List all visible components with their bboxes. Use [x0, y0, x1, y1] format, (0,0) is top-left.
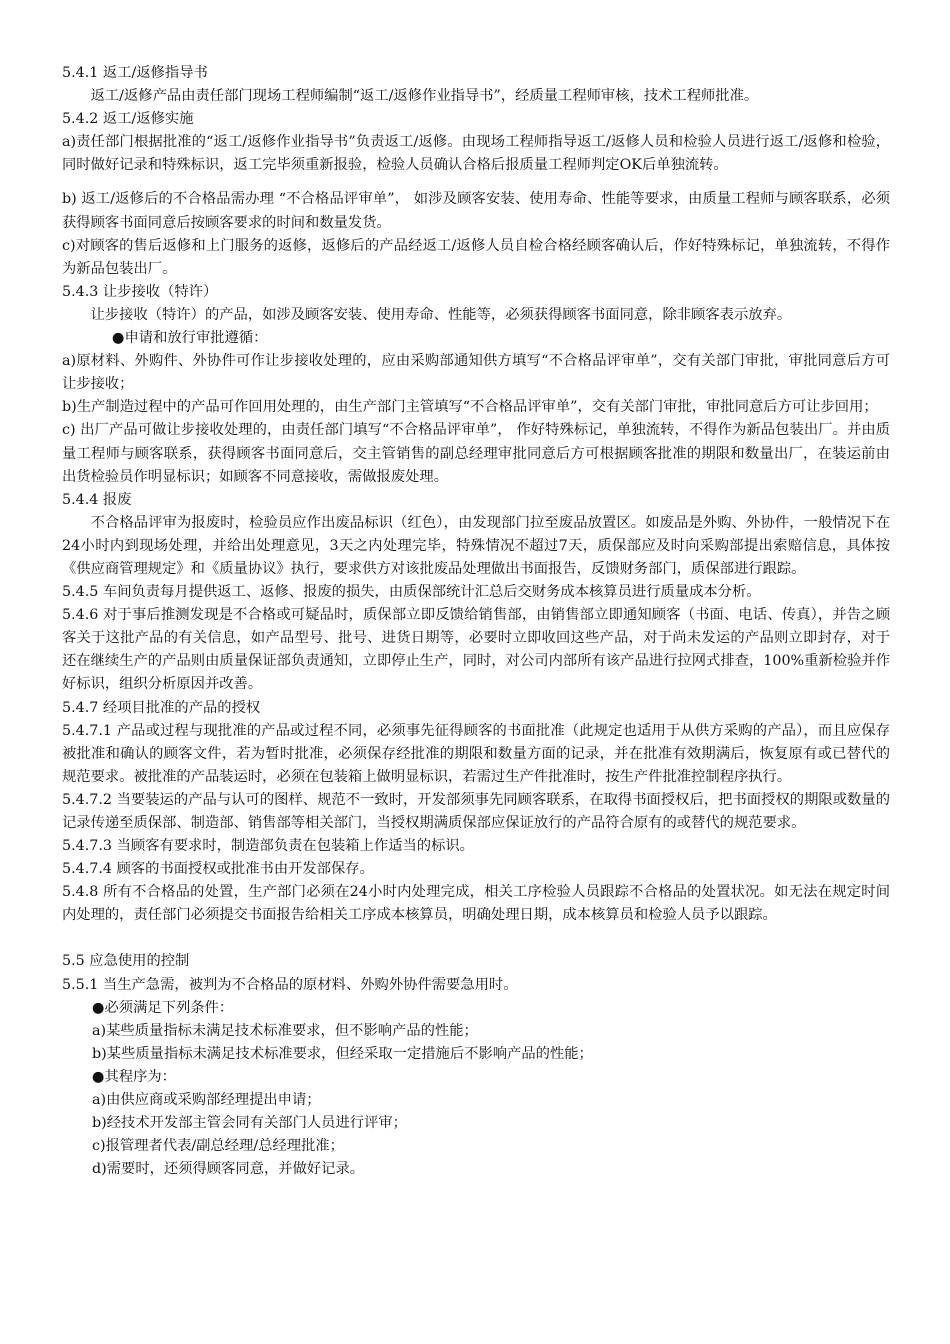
list-item-b: b)经技术开发部主管会同有关部门人员进行评审； — [92, 1115, 407, 1132]
section-heading-5-5: 5.5 应急使用的控制 — [62, 953, 190, 970]
section-paragraph-5-4-7-2: 5.4.7.2 当要装运的产品与认可的图样、规范不一致时，开发部须事先同顾客联系，在取得书面授权后，把书面授权的期限或数量的记录传递至质保部、制造部、销售部等相关部门，当授权期满质保部应保证放行的产品符合原有的或替代的规范要求。 — [62, 791, 890, 831]
list-item-a: a)责任部门根据批准的“返工/返修作业指导书”负责返工/返修。由现场工程师指导返工/返修人员和检验人员进行返工/返修和检验，同时做好记录和特殊标识，返工完毕须重新报验，检验人员确认合格后报质量工程师判定OK后单独流转。 — [62, 134, 890, 174]
paragraph: 让步接收（特许）的产品，如涉及顾客安装、使用寿命、性能等，必须获得顾客书面同意，除非顾客表示放弃。 — [90, 306, 792, 323]
paragraph: 返工/返修产品由责任部门现场工程师编制“返工/返修作业指导书”，经质量工程师审核，技术工程师批准。 — [90, 88, 759, 105]
list-item-c: c)对顾客的售后返修和上门服务的返修，返修后的产品经返工/返修人员自检合格经顾客确认后，作好特殊标记，单独流转，不得作为新品包装出厂。 — [62, 237, 890, 277]
list-item-c: c) 出厂产品可做让步接收处理的，由责任部门填写“不合格品评审单”， 作好特殊标记，单独流转，不得作为新品包装出厂。并由质量工程师与顾客联系，获得顾客书面同意后，交主管销售的副总经理审批同意后方可根据顾客批准的期限和数量出厂，在装运前由出货检验员作明显标识；如顾客不同意接收，需做报废处理。 — [62, 422, 890, 485]
section-heading-5-4-1: 5.4.1 返工/返修指导书 — [62, 65, 208, 81]
bullet-heading: ●必须满足下列条件： — [92, 999, 234, 1016]
list-item-c: c)报管理者代表/副总经理/总经理批准； — [92, 1138, 344, 1155]
section-paragraph-5-4-8: 5.4.8 所有不合格品的处置，生产部门必须在24小时内处理完成，相关工序检验人员跟踪不合格品的处置状况。如无法在规定时间内处理的，责任部门必须提交书面报告给相关工序成本核算员，明确处理日期，成本核算员和检验人员予以跟踪。 — [62, 884, 890, 924]
section-paragraph-5-4-7-1: 5.4.7.1 产品或过程与现批准的产品或过程不同，必须事先征得顾客的书面批准（此规定也适用于从供方采购的产品），而且应保存被批准和确认的顾客文件，若为暂时批准，必须保存经批准的期限和数量方面的记录，并在批准有效期满后，恢复原有或已替代的规范要求。被批准的产品装运时，必须在包装箱上做明显标识，若需过生产件批准时，按生产件批准控制程序执行。 — [62, 722, 890, 785]
section-heading-5-4-4: 5.4.4 报废 — [62, 491, 132, 508]
bullet-heading: ●申请和放行审批遵循： — [112, 330, 268, 347]
section-heading-5-4-7: 5.4.7 经项目批准的产品的授权 — [62, 699, 261, 716]
bullet-heading: ●其程序为： — [92, 1068, 176, 1085]
section-paragraph-5-4-7-4: 5.4.7.4 顾客的书面授权或批准书由开发部保存。 — [62, 861, 374, 878]
paragraph: 不合格品评审为报废时，检验员应作出废品标识（红色），由发现部门拉至废品放置区。如废品是外购、外协件，一般情况下在24小时内到现场处理，并给出处理意见，3天之内处理完毕，特殊情况不超过7天，质保部应及时向采购部提出索赔信息，具体按《供应商管理规定》和《质量协议》执行，要求供方对该批废品处理做出书面报告，反馈财务部门，质保部进行跟踪。 — [62, 514, 890, 577]
section-paragraph-5-5-1: 5.5.1 当生产急需，被判为不合格品的原材料、外购外协件需要急用时。 — [62, 976, 518, 993]
section-heading-5-4-2: 5.4.2 返工/返修实施 — [62, 111, 194, 128]
list-item-d: d)需要时，还须得顾客同意，并做好记录。 — [92, 1161, 365, 1178]
list-item-b: b)生产制造过程中的产品可作回用处理的，由生产部门主管填写“不合格品评审单”，交有关部门审批，审批同意后方可让步回用； — [62, 399, 878, 416]
list-item-a: a)由供应商或采购部经理提出申请； — [92, 1092, 321, 1109]
list-item-b: b)某些质量指标未满足技术标准要求，但经采取一定措施后不影响产品的性能； — [92, 1045, 593, 1062]
section-heading-5-4-3: 5.4.3 让步接收（特许） — [62, 283, 218, 300]
list-item-a: a)某些质量指标未满足技术标准要求，但不影响产品的性能； — [92, 1022, 478, 1039]
document-page — [62, 62, 890, 1181]
section-paragraph-5-4-5: 5.4.5 车间负责每月提供返工、返修、报废的损失，由质保部统计汇总后交财务成本核算员进行质量成本分析。 — [62, 584, 761, 601]
section-paragraph-5-4-6: 5.4.6 对于事后推测发现是不合格或可疑品时，质保部立即反馈给销售部，由销售部立即通知顾客（书面、电话、传真），并告之顾客关于这批产品的有关信息，如产品型号、批号、进货日期等，必要时立即收回这些产品，对于尚未发运的产品则立即封存，对于还在继续生产的产品则由质量保证部负责通知，立即停止生产，同时，对公司内部所有该产品进行拉网式排查，100%重新检验并作好标识，组织分析原因并改善。 — [62, 607, 890, 693]
list-item-a: a)原材料、外购件、外协件可作让步接收处理的，应由采购部通知供方填写“不合格品评审单”，交有关部门审批，审批同意后方可让步接收； — [62, 353, 890, 393]
section-paragraph-5-4-7-3: 5.4.7.3 当顾客有要求时，制造部负责在包装箱上作适当的标识。 — [62, 838, 474, 855]
list-item-b: b) 返工/返修后的不合格品需办理 “不合格品评审单”， 如涉及顾客安装、使用寿命、性能等要求，由质量工程师与顾客联系，必须获得顾客书面同意后按顾客要求的时间和数量发货。 — [62, 191, 890, 231]
